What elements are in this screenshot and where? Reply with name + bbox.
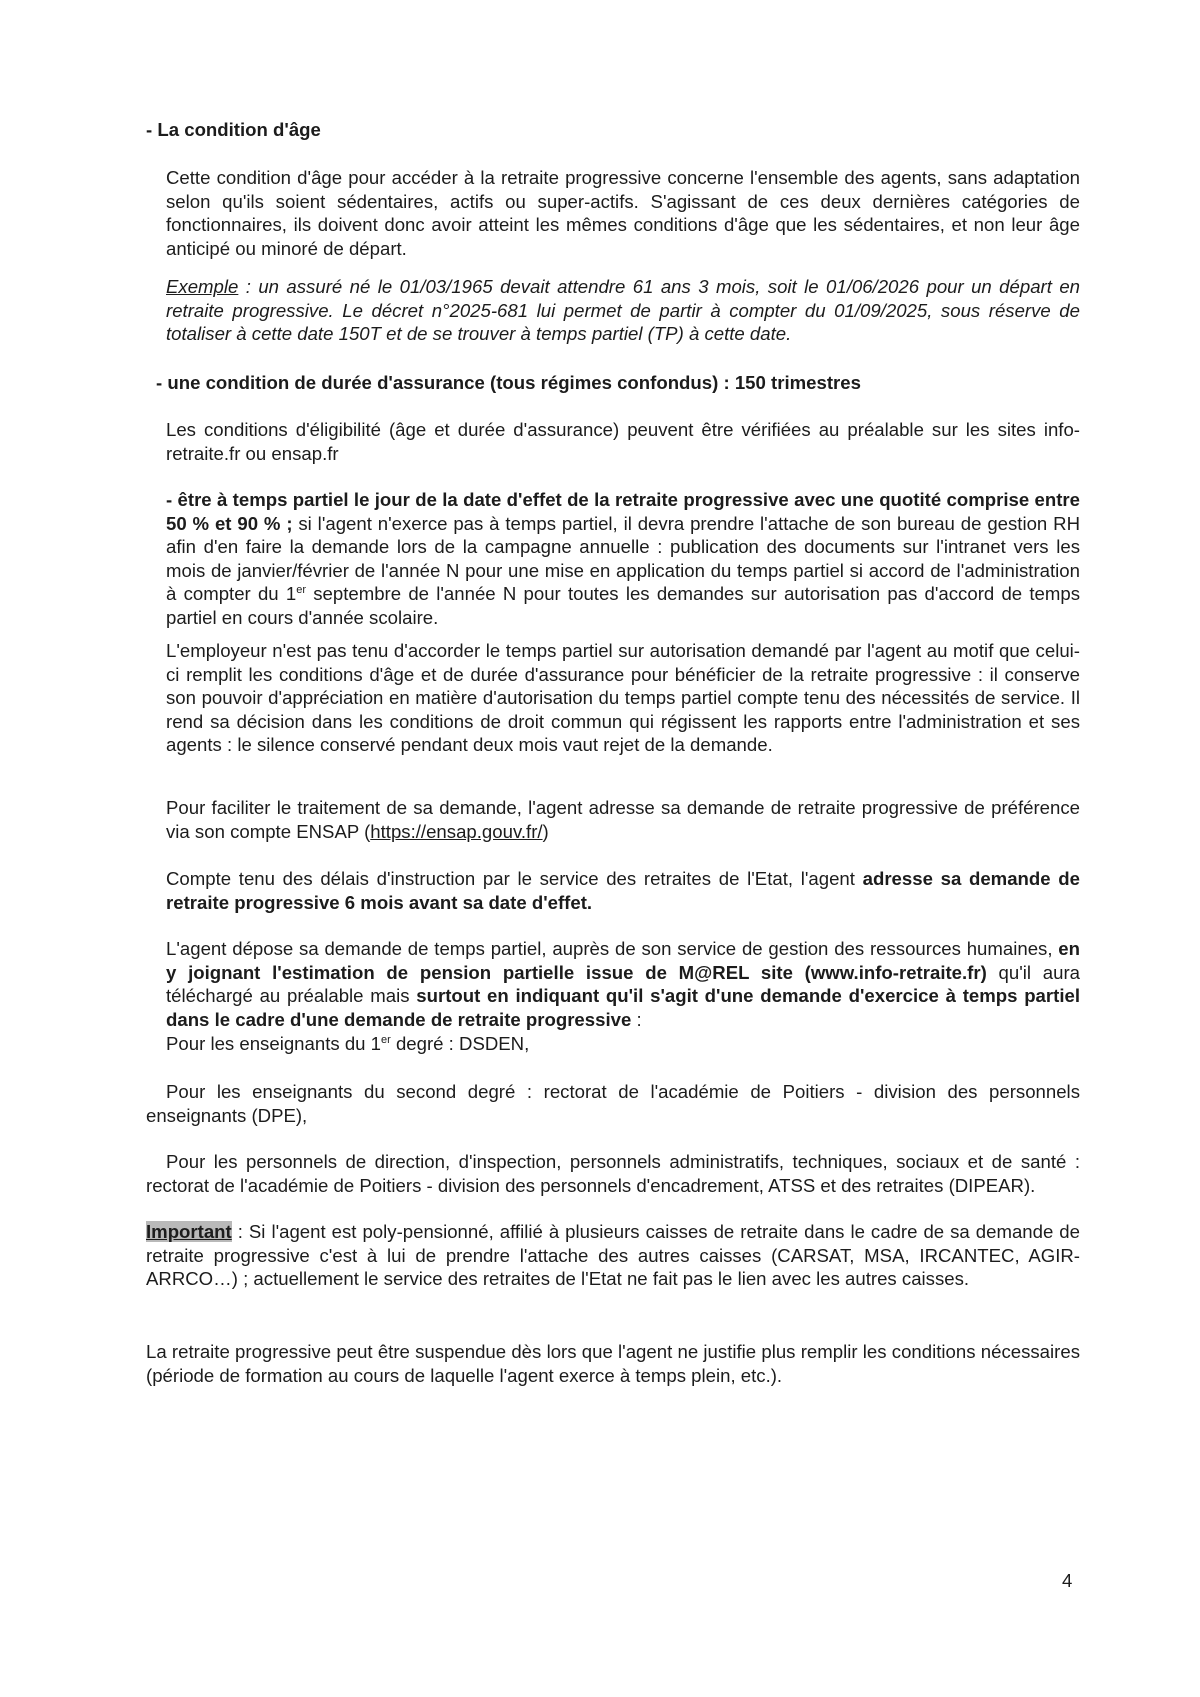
paragraph-delais bbox=[166, 867, 1080, 914]
paragraph-temps-partiel bbox=[166, 488, 1080, 629]
depot-text-3: : bbox=[631, 1008, 642, 1030]
temps-partiel-text-end: septembre de l'année N pour toutes les demandes sur autorisation pas d'accord de temps partiel en cours d'année scolaire. bbox=[166, 583, 1081, 628]
depot-text-1: L'agent dépose sa demande de temps partiel, auprès de son service de gestion des ressources humaines, bbox=[166, 938, 1059, 959]
heading-duree-assurance: - une condition de durée d'assurance (tous régimes confondus) : 150 trimestres bbox=[156, 372, 861, 393]
example-label: Exemple bbox=[166, 276, 239, 297]
heading-condition-age: - La condition d'âge bbox=[146, 119, 321, 140]
ensap-text: Pour faciliter le traitement de sa demande, l'agent adresse sa demande de retraite progressive de préférence via son compte ENSAP ( bbox=[166, 797, 1080, 842]
paragraph-ensap bbox=[166, 796, 1080, 843]
delais-bold: adresse sa demande de retraite progressive 6 mois avant sa date d'effet. bbox=[166, 868, 1080, 913]
depot-bold-1: en y joignant l'estimation de pension partielle issue de M@REL site (www.info-retraite.fr) bbox=[166, 938, 1080, 983]
temps-partiel-bold: - être à temps partiel le jour de la date d'effet de la retraite progressive avec une quotité comprise entre 50 % et 90 % ; bbox=[166, 489, 1080, 534]
list-1er-text-end: degré : DSDEN, bbox=[390, 1033, 530, 1054]
delais-text: Compte tenu des délais d'instruction par le service des retraites de l'Etat, l'agent bbox=[166, 868, 863, 889]
paragraph-condition-age: Cette condition d'âge pour accéder à la retraite progressive concerne l'ensemble des agents, sans adaptation selon qu'ils soient sédentaires, actifs ou super-actifs. S'agissant de ces deux dernières catégories de fonctionnaires, ils doivent donc avoir atteint les mêmes conditions d'âge que les sédentaires, et non leur âge anticipé ou minoré de départ. bbox=[166, 167, 1080, 259]
temps-partiel-text: si l'agent n'exerce pas à temps partiel, il devra prendre l'attache de son bureau de gestion RH afin d'en faire la demande lors de la campagne annuelle : publication des documents sur l'intranet vers les mois de janvier/février de l'année N pour une mise en application du temps partiel si accord de l'administration à compter du 1 bbox=[166, 512, 1081, 604]
list-1er-text: Pour les enseignants du 1 bbox=[166, 1033, 382, 1054]
paragraph-important bbox=[146, 1220, 1080, 1291]
ensap-text-end: ) bbox=[542, 820, 549, 842]
depot-bold-2: surtout en indiquant qu'il s'agit d'une demande d'exercice à temps partiel dans le cadre d'une demande de retraite progressive bbox=[166, 985, 1080, 1030]
superscript-er-2: er bbox=[381, 1034, 391, 1046]
paragraph-suspendue: La retraite progressive peut être suspendue dès lors que l'agent ne justifie plus remplir les conditions nécessaires (période de formation au cours de laquelle l'agent exerce à temps plein, etc.). bbox=[146, 1341, 1080, 1386]
important-text: : Si l'agent est poly-pensionné, affilié à plusieurs caisses de retraite dans le cadre de sa demande de retraite progressive c'est à lui de prendre l'attache des autres caisses (CARSAT, MSA, IRCANTEC, AGIR-ARRCO…) ; actuellement le service des retraites de l'Etat ne fait pas le lien avec les autres caisses. bbox=[146, 1221, 1080, 1289]
paragraph-depot bbox=[166, 937, 1080, 1031]
ensap-link[interactable]: https://ensap.gouv.fr/ bbox=[370, 820, 543, 842]
list-item-direction: Pour les personnels de direction, d'inspection, personnels administratifs, techniques, sociaux et de santé : rectorat de l'académie de Poitiers - division des personnels d'encadrement, ATSS et des retraites (DIPEAR). bbox=[146, 1151, 1080, 1196]
paragraph-example bbox=[166, 275, 1080, 346]
page-number: 4 bbox=[1062, 1570, 1073, 1591]
list-item-premier-degre bbox=[166, 1032, 529, 1056]
paragraph-eligibilite: Les conditions d'éligibilité (âge et durée d'assurance) peuvent être vérifiées au préalable sur les sites info-retraite.fr ou ensap.fr bbox=[166, 419, 1080, 464]
depot-text-2: qu'il aura téléchargé au préalable mais bbox=[166, 961, 1081, 1006]
important-label: Important bbox=[146, 1221, 232, 1242]
list-item-second-degre: Pour les enseignants du second degré : rectorat de l'académie de Poitiers - division des personnels enseignants (DPE), bbox=[146, 1081, 1080, 1126]
example-text: : un assuré né le 01/03/1965 devait attendre 61 ans 3 mois, soit le 01/06/2026 pour un départ en retraite progressive. Le décret n°2025-681 lui permet de partir à compter du 01/09/2025, sous réserve de totaliser à cette date 150T et de se trouver à temps partiel (TP) à cette date. bbox=[166, 276, 1080, 344]
superscript-er: er bbox=[296, 584, 307, 596]
paragraph-employeur: L'employeur n'est pas tenu d'accorder le temps partiel sur autorisation demandé par l'agent au motif que celui-ci remplit les conditions d'âge et de durée d'assurance pour bénéficier de la retraite progressive : il conserve son pouvoir d'appréciation en matière d'autorisation du temps partiel compte tenu des nécessités de service. Il rend sa décision dans les conditions de droit commun qui régissent les rapports entre l'administration et ses agents : le silence conservé pendant deux mois vaut rejet de la demande. bbox=[166, 640, 1080, 755]
